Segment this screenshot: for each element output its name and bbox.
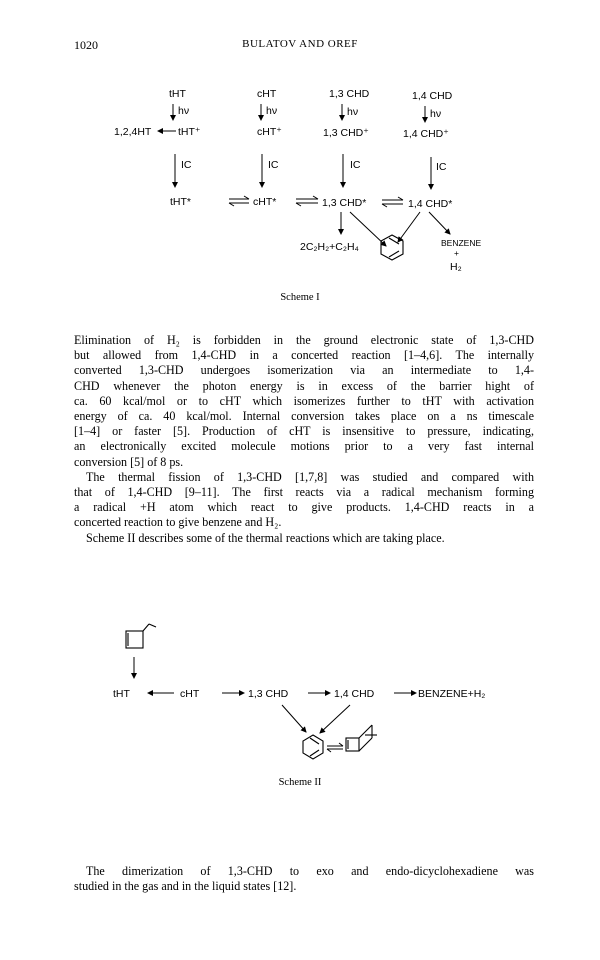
s1-124ht: 1,2,4HT xyxy=(114,126,152,138)
s1-13chd-head: 1,3 CHD xyxy=(329,88,370,100)
p1-line-13: concerted reaction to give benzene and H₂. xyxy=(74,515,282,530)
s2-14chd: 1,4 CHD xyxy=(334,688,375,700)
p1-line-7: [1–4] or faster [5]. Production of cHT is insensitive to pressure, indicating, xyxy=(74,424,534,439)
p1-line-10: The thermal fission of 1,3-CHD [1,7,8] was studied and compared with xyxy=(86,469,534,484)
s1-ic-1: IC xyxy=(181,159,192,171)
s1-14chd-head: 1,4 CHD xyxy=(412,90,453,102)
body-paragraph-2 xyxy=(74,864,534,894)
running-head: BULATOV AND OREF xyxy=(242,38,358,50)
p1-line-9: conversion [5] of 8 ps. xyxy=(74,454,184,469)
p1-line-5: ca. 60 kcal/mol or to cHT which isomerizes further to tHT with activation xyxy=(74,393,534,408)
s1-cht-plus: cHT⁺ xyxy=(257,126,282,138)
s1-hv-4: hν xyxy=(430,108,442,120)
s2-cyclohexadiene-ring xyxy=(303,735,323,759)
p1-line-3: converted 1,3-CHD undergoes isomerization via an intermediate to 1,4- xyxy=(74,363,534,378)
s1-plus: + xyxy=(454,248,459,258)
s2-bicyclo-structure xyxy=(346,725,377,751)
s1-13chd-star: 1,3 CHD* xyxy=(322,197,367,209)
s1-hv-1: hν xyxy=(178,105,190,117)
s2-vinylcyclobutene xyxy=(126,624,156,648)
s1-tht-plus: tHT⁺ xyxy=(178,126,201,138)
p1-line-12: a radical +H atom which react to give products. 1,4-CHD reacts in a xyxy=(74,500,534,515)
s1-14chd-plus: 1,4 CHD⁺ xyxy=(403,128,449,140)
s2-tht: tHT xyxy=(113,688,130,700)
p1-line-8: an electronically excited molecule motions prior to a very fast internal xyxy=(74,439,534,454)
s1-hv-3: hν xyxy=(347,106,359,118)
p1-line-6: energy of ca. 40 kcal/mol. Internal conversion takes place on a ns timescale xyxy=(74,409,534,424)
s1-ic-4: IC xyxy=(436,161,447,173)
s2-diagonal-arrows xyxy=(282,705,350,733)
s2-benzene-h2: BENZENE+H₂ xyxy=(418,688,486,700)
s2-caption: Scheme II xyxy=(278,777,322,788)
p1-line-2: but allowed from 1,4-CHD in a concerted reaction [1–4,6]. The internally xyxy=(74,348,534,363)
s1-fragmentation-products: 2C₂H₂+C₂H₄ xyxy=(300,241,359,253)
s1-hv-2: hν xyxy=(266,105,278,117)
s1-13chd-plus: 1,3 CHD⁺ xyxy=(323,127,369,139)
s1-tht-head: tHT xyxy=(169,88,186,100)
s2-equilibrium xyxy=(327,743,343,752)
s1-ic-3: IC xyxy=(350,159,361,171)
page-number: 1020 xyxy=(74,38,98,52)
s1-14chd-star: 1,4 CHD* xyxy=(408,198,453,210)
p1-line-4: CHD whenever the photon energy is in excess of the barrier hight of xyxy=(74,378,534,393)
s1-cht-head: cHT xyxy=(257,88,277,100)
s1-benzene: BENZENE xyxy=(441,238,482,248)
p2-line-1: The dimerization of 1,3-CHD to exo and endo-dicyclohexadiene was xyxy=(86,864,534,878)
s1-h2: H₂ xyxy=(450,261,462,273)
p1-line-11: that of 1,4-CHD [9–11]. The first reacts via a radical mechanism forming xyxy=(74,485,534,500)
s1-ic-2: IC xyxy=(268,159,279,171)
s2-cht: cHT xyxy=(180,688,200,700)
p1-line-14: Scheme II describes some of the thermal reactions which are taking place. xyxy=(86,530,445,545)
s1-caption: Scheme I xyxy=(280,292,320,303)
s2-13chd: 1,3 CHD xyxy=(248,688,289,700)
s1-cht-star: cHT* xyxy=(253,196,277,208)
p2-line-2: studied in the gas and in the liquid states [12]. xyxy=(74,879,297,894)
s1-tht-star: tHT* xyxy=(170,196,191,208)
p1-line-1: Elimination of H₂ is forbidden in the ground electronic state of 1,3-CHD xyxy=(74,333,534,347)
